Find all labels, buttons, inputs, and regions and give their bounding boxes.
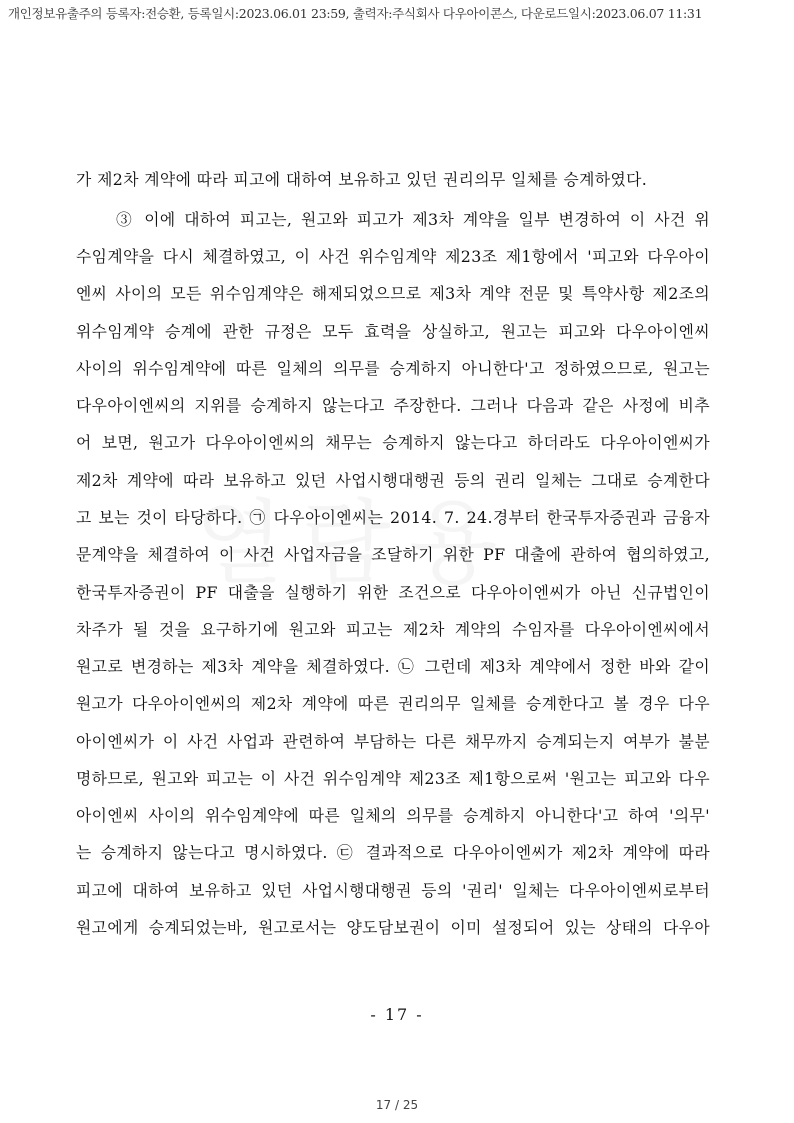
body-line: 한국투자증권이 PF 대출을 실행하기 위한 조건으로 다우아이엔씨가 아닌 신규법인이 bbox=[76, 583, 710, 602]
download-info-header: 개인정보유출주의 등록자:전승환, 등록일시:2023.06.01 23:59, 출력자:주식회사 다우아이콘스, 다운로드일시:2023.06.07 11:31 bbox=[8, 6, 703, 21]
body-line: 명하므로, 원고와 피고는 이 사건 위수임계약 제23조 제1항으로써 '원고는 피고와 다우 bbox=[76, 769, 710, 788]
page-indicator: 17 / 25 bbox=[375, 1098, 419, 1112]
body-line: 사이의 위수임계약에 따른 일체의 의무를 승계하지 아니한다'고 정하였으므로, 원고는 bbox=[76, 359, 710, 378]
body-line: 가 제2차 계약에 따라 피고에 대하여 보유하고 있던 권리의무 일체를 승계하였다. bbox=[76, 170, 648, 189]
body-line: 다우아이엔씨의 지위를 승계하지 않는다고 주장한다. 그러나 다음과 같은 사정에 비추 bbox=[76, 396, 710, 415]
body-line: 아이엔씨 사이의 위수임계약에 따른 일체의 의무를 승계하지 아니한다'고 하여 '의무' bbox=[76, 806, 710, 825]
body-line: 문계약을 체결하여 이 사건 사업자금을 조달하기 위한 PF 대출에 관하여 협의하였고, bbox=[76, 545, 710, 564]
body-line: 피고에 대하여 보유하고 있던 사업시행대행권 등의 '권리' 일체는 다우아이엔씨로부터 bbox=[76, 881, 710, 900]
body-line: 고 보는 것이 타당하다. ㉠ 다우아이엔씨는 2014. 7. 24.경부터 한국투자증권과 금융자 bbox=[76, 508, 710, 527]
body-line: 원고가 다우아이엔씨의 제2차 계약에 따른 권리의무 일체를 승계한다고 볼 경우 다우 bbox=[76, 694, 710, 713]
body-line: 차주가 될 것을 요구하기에 원고와 피고는 제2차 계약의 수임자를 다우아이엔씨에서 bbox=[76, 620, 710, 639]
body-line: 아이엔씨가 이 사건 사업과 관련하여 부담하는 다른 채무까지 승계되는지 여부가 불분 bbox=[76, 732, 710, 751]
body-line: 위수임계약 승계에 관한 규정은 모두 효력을 상실하고, 원고는 피고와 다우아이엔씨 bbox=[76, 322, 710, 341]
body-line: 는 승계하지 않는다고 명시하였다. ㉢ 결과적으로 다우아이엔씨가 제2차 계약에 따라 bbox=[76, 843, 710, 862]
body-line: ③ 이에 대하여 피고는, 원고와 피고가 제3차 계약을 일부 변경하여 이 사건 위 bbox=[116, 210, 710, 229]
page-number: - 17 - bbox=[370, 1005, 424, 1024]
body-line: 엔씨 사이의 모든 위수임계약은 해제되었으므로 제3차 계약 전문 및 특약사항 제2조의 bbox=[76, 284, 710, 303]
body-line: 원고에게 승계되었는바, 원고로서는 양도담보권이 이미 설정되어 있는 상태의 다우아 bbox=[76, 918, 710, 937]
body-line: 어 보면, 원고가 다우아이엔씨의 채무는 승계하지 않는다고 하더라도 다우아이엔씨가 bbox=[76, 433, 710, 452]
body-line: 원고로 변경하는 제3차 계약을 체결하였다. ㉡ 그런데 제3차 계약에서 정한 바와 같이 bbox=[76, 657, 710, 676]
body-line: 수임계약을 다시 체결하였고, 이 사건 위수임계약 제23조 제1항에서 '피고와 다우아이 bbox=[76, 247, 710, 266]
body-line: 제2차 계약에 따라 보유하고 있던 사업시행대행권 등의 권리 일체는 그대로 승계한다 bbox=[76, 471, 710, 490]
